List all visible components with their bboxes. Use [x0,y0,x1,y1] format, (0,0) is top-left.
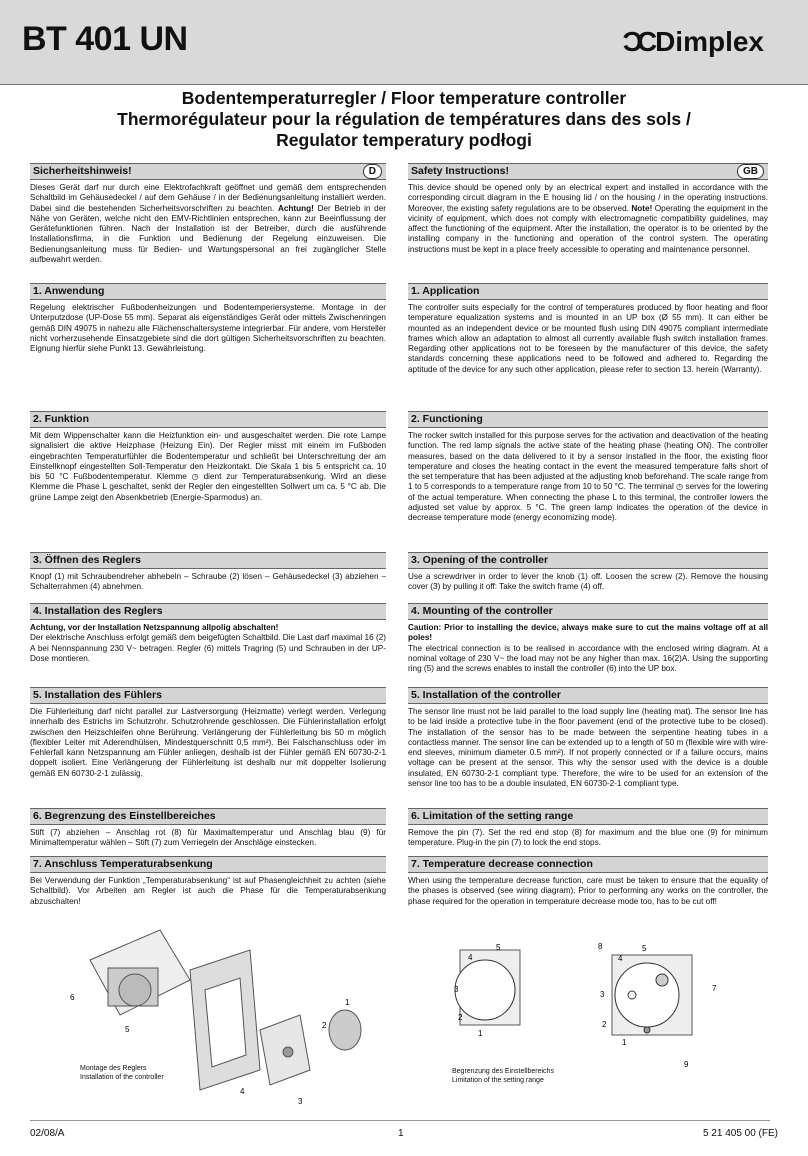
dimplex-logo-icon: ƆC [622,26,652,57]
en-section-4 [408,603,768,674]
section-heading: 6. Limitation of the setting range [408,808,768,825]
en-section-2 [408,411,768,524]
section-body: The controller suits especially for the control of temperatures produced by floor heating and floor temperature equalization systems and is mounted in an UP box (Ø 55 mm). It can either be mounted as an independent device or be mounted flush using DIN 49075 compliant intermediate frames which allow an adaptation to almost all currently available flush switch installation frames. Regarding other applications not to be foreseen by the manufacturer of this device, the safety standards concerning these applications need to be followed and adhered to. Regarding the aptitude of the device for any such other application, please refer to section 13. herein (Warranty). [408,303,768,374]
de-safety-section [30,163,386,265]
footer-document-code: 5 21 405 00 (FE) [702,1128,778,1139]
section-heading: 2. Functioning [408,411,768,428]
title-line-3: Regulator temperatury podłogi [276,130,532,150]
section-body: This device should be opened only by an electrical expert and installed in accordance with the corresponding circuit diagram in the E housing lid / on the housing / in the operating instructions. Moreover, the existing safety regulations are to be observed. Note! Operating the equipment in the vicinity of equipment, which does not comply with electromagnetic compatibility guidelines, may affect the functioning of the equipment. After the installation, the operator is to be oriented by the installing company in the functioning and operation of the control system. The operating instructions must be kept in a place freely accessible to operating and maintenance personnel. [408,183,768,254]
mounting-caption: Montage des Reglers Installation of the controller [80,1065,164,1081]
section-body: When using the temperature decrease function, care must be taken to ensure that the equality of the phases is observed (see wiring diagram). Prior to performing any works on the controller, the phase required for the operation in temperature decrease mode too, has to be cut off! [408,876,768,906]
footer-page-number: 1 [398,1128,404,1139]
section-heading: Sicherheitshinweis! D [30,163,386,180]
section-body: Achtung, vor der Installation Netzspannung allpolig abschalten! Der elektrische Anschluss erfolgt gemäß dem beigefügten Schaltbild. Die Last darf maximal 16 (2) A bei Nennspannung 230 V~ betragen. Regler (6) mittels Tragring (5) und Schrauben in der UP-Dose montieren. [30,623,386,663]
section-heading: 5. Installation of the controller [408,687,768,704]
section-body: The rocker switch installed for this purpose serves for the activation and deactivation of the heating function. The red lamp signals the active state of the heating phase (heating ON). The controller measures, based on the data delivered to it by a sensor installed in the floor, the existing floor temperature and closes the heating contact in the event the measured temperature falls short of the set temperature that has been adjusted at the adjusting knob beforehand. The scale range from 1 to 5 corresponds to a temperature range from 10 to 50 °C. The terminal ◷ serves for the lowering of the actual temperature. When connecting the phase L to this terminal, the controller lowers the adjusted set value by approx. 5 °C. The green lamp indicates the operation of the device in decrease temperature mode (energy economizing mode). [408,431,768,523]
range-caption: Begrenzung des Einstellbereichs Limitation of the setting range [452,1068,554,1084]
section-heading: 1. Application [408,283,768,300]
svg-text:3: 3 [454,985,459,994]
section-heading: 5. Installation des Fühlers [30,687,386,704]
label-4: 4 [240,1087,245,1096]
brand-logo [623,26,764,58]
svg-text:9: 9 [684,1060,689,1069]
document-titles [0,88,808,151]
scale-knob-illustration [440,930,550,1040]
section-body: Use a screwdriver in order to lever the knob (1) off. Loosen the screw (2). Remove the housing cover (3) by pulling it off: Take the switch frame (4) off. [408,572,768,592]
section-heading: 7. Anschluss Temperaturabsenkung [30,856,386,873]
section-heading: 7. Temperature decrease connection [408,856,768,873]
svg-text:5: 5 [642,944,647,953]
svg-text:8: 8 [598,942,603,951]
model-title: BT 401 UN [22,20,188,58]
knob-icon [329,1010,361,1050]
en-section-5 [408,687,768,789]
section-body: The sensor line must not be laid parallel to the load supply line (heating mat). The sensor line has to be laid inside a protective tube in the floor pavement (end of the protective tube to be closed). The installation of the sensor has to be made between the serpentine heating tubes in a contactless manner. The sensor line can be extended up to a length of 50 m (flexible wire with wire-end sleeves, minimum diameter 0.5 mm²). If not properly connected or if a failure occurs, mains voltage can be present at the sensor. This why the sensor used with the device is a double insulated, EN 60730-2-1 compliant type. Therefore, the wire to be used for an extension of the sensor line too has to be a double insulated, EN 60730-2-1 compliant type. [408,707,768,789]
svg-text:2: 2 [602,1020,607,1029]
en-section-7 [408,856,768,907]
language-badge: D [363,164,382,179]
svg-text:1: 1 [478,1029,483,1038]
de-section-5 [30,687,386,779]
label-6: 6 [70,993,75,1002]
language-badge: GB [737,164,764,179]
label-2: 2 [322,1021,327,1030]
section-body: Caution: Prior to installing the device, always make sure to cut the mains voltage off at all poles! The electrical connection is to be realised in accordance with the enclosed wiring diagram. At a nominal voltage of 230 V~ the load may not be any higher than max. 16(2)A. Using the supporting ring (5) and the screws enables to install the controller (6) into the UP box. [408,623,768,674]
section-heading: 3. Opening of the controller [408,552,768,569]
section-heading: 6. Begrenzung des Einstellbereiches [30,808,386,825]
section-body: Die Fühlerleitung darf nicht parallel zur Lastversorgung (Heizmatte) verlegt werden. Verlegung innerhalb des Estrichs im Schutzrohr. Schutzrohrende geschlossen. Die Fühlerinstallation erfolgt zwischen den Heizschleifen ohne Berührung. Verlängerung der Fühlerleitung bis 50 m möglich (flexibler Leiter mit Aderendhülsen, Mindestquerschnitt 0,5 mm²). Bei Falschanschluss oder im Fehlerfall kann Netzspannung am Fühler anliegen, deshalb ist der Fühler gemäß EN 60730-2-1 doppelt isoliert. Eine Verlängerung der Fühlerleitung ist deshalb nur mit doppelter Isolierung gemäß EN 60730-2-1 zulässig. [30,707,386,778]
en-section-3 [408,552,768,593]
section-heading: Safety Instructions! GB [408,163,768,180]
section-body: Mit dem Wippenschalter kann die Heizfunktion ein- und ausgeschaltet werden. Die rote Lampe signalisiert die aktive Heizphase (Heizung Ein). Der Regler misst mit einem im Fußboden eingebrachten Temperaturfühler die Bodentemperatur und schließt bei Unterschreitung der am Einstellknopf eingestellten Soll-Temperatur den Heizkontakt. Die Skala 1 bis 5 entspricht ca. 10 bis 50 °C Fußbodentemperatur. Klemme ◷ dient zur Temperaturabsenkung. Wird an diese Klemme die Phase L geschaltet, senkt der Regler den eingestellten Sollwert um ca. 5 °C ab. Die grüne Lampe zeigt den Absenkbetrieb (Energie-Sparmodus) an. [30,431,386,502]
section-body: Dieses Gerät darf nur durch eine Elektrofachkraft geöffnet und gemäß dem entsprechenden Schaltbild im Gehäusedeckel / auf dem Gehäuse / in der Bedienungsanleitung installiert werden. Dabei sind die bestehenden Sicherheitsvorschriften zu beachten. Achtung! Der Betrieb in der Nähe von Geräten, welche nicht den EMV-Richtlinien entsprechen, kann zur Beeinflussung der Gerätefunktionen führen. Nach der Installation ist der Betreiber, durch die ausführende Installationsfirma, in die Funktion und Bedienung der Regelung einzuweisen. Die Bedienungsanleitung muss für Bedien- und Wartungspersonal an frei zugänglicher Stelle aufbewahrt werden. [30,183,386,265]
de-section-2 [30,411,386,503]
svg-text:1: 1 [622,1038,627,1047]
section-body: Remove the pin (7). Set the red end stop (8) for maximum and the blue one (9) for minimum temperature. Plug-in the pin (7) to lock the end stops. [408,828,768,848]
section-body: Stift (7) abziehen – Anschlag rot (8) für Maximaltemperatur und Anschlag blau (9) für Minimaltemperatur wählen – Stift (7) zum Verriegeln der Anschläge einstecken. [30,828,386,848]
footer-rule [30,1120,770,1121]
svg-text:4: 4 [618,954,623,963]
svg-text:3: 3 [600,990,605,999]
section-heading: 4. Mounting of the controller [408,603,768,620]
section-body: Knopf (1) mit Schraubendreher abhebeln – Schraube (2) lösen – Gehäusedeckel (3) abziehen – Schalterrahmen (4) abnehmen. [30,572,386,592]
en-section-6 [408,808,768,849]
de-section-7 [30,856,386,907]
en-section-1 [408,283,768,375]
header-bar [0,0,808,85]
de-section-4 [30,603,386,664]
footer-date: 02/08/A [30,1128,65,1139]
section-heading: 4. Installation des Reglers [30,603,386,620]
de-section-1 [30,283,386,354]
de-section-6 [30,808,386,849]
en-safety-section [408,163,768,255]
svg-text:7: 7 [712,984,717,993]
label-3: 3 [298,1097,303,1106]
title-line-1: Bodentemperaturregler / Floor temperature controller [181,88,627,108]
label-1: 1 [345,998,350,1007]
section-heading: 1. Anwendung [30,283,386,300]
section-body: Bei Verwendung der Funktion „Temperaturabsenkung“ ist auf Phasengleichheit zu achten (siehe Schaltbild). Vor Arbeiten am Regler ist auch die Phase für die Temperaturabsenkung abzuschalten! [30,876,386,906]
range-stops-illustration [592,935,742,1070]
pin-icon [656,974,668,986]
brand-name: Dimplex [655,26,764,57]
section-body: Regelung elektrischer Fußbodenheizungen und Bodentemperiersysteme. Montage in der Unterputzdose (UP-Dose 55 mm). Separat als eigenständiges Gerät oder mittels Zwischenringen gemäß DIN 49075 in nahezu alle Flächenschaltersysteme integrierbar. Für andere, vom Hersteller nicht vorherzusehende Einsatzgebiete sind die dort gültigen Sicherheitsvorschriften zu beachten. Eignung hierfür siehe Punkt 13. Gewährleistung. [30,303,386,354]
svg-text:4: 4 [468,953,473,962]
svg-text:2: 2 [458,1013,463,1022]
section-heading: 2. Funktion [30,411,386,428]
svg-text:5: 5 [496,943,501,952]
title-line-2: Thermorégulateur pour la régulation de températures dans des sols / [117,109,691,129]
de-section-3 [30,552,386,593]
section-heading: 3. Öffnen des Reglers [30,552,386,569]
label-5: 5 [125,1025,130,1034]
